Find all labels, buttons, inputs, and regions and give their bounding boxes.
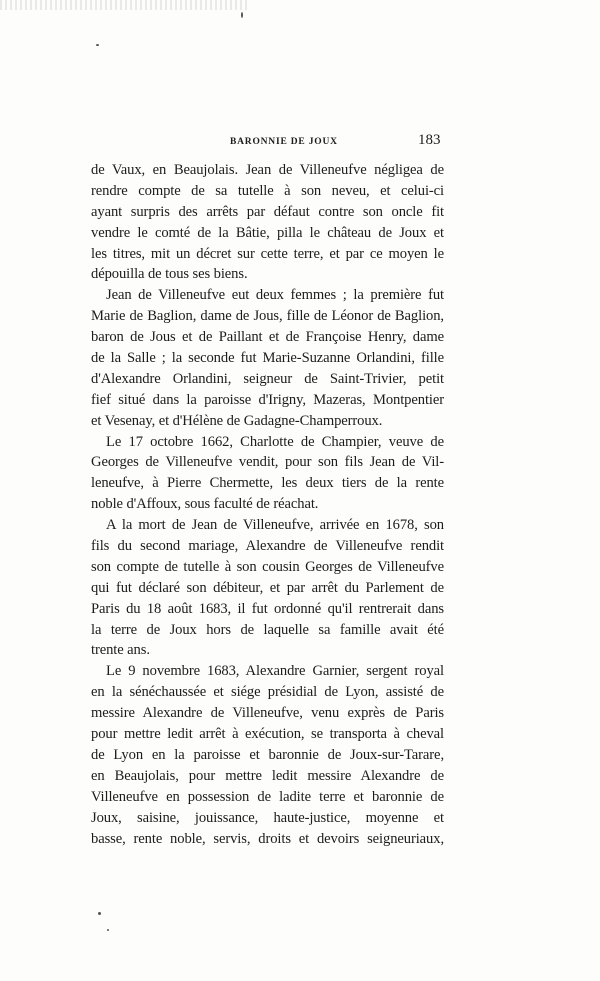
- text-line: Georges de Villeneufve vendit, pour son fils Jean de Vil-: [91, 454, 444, 471]
- text-line: Paris du 18 août 1683, il fut ordonné qu'il rentrerait dans: [91, 600, 444, 617]
- text-line: noble d'Affoux, sous faculté de réachat.: [91, 496, 319, 513]
- text-line: A la mort de Jean de Villeneufve, arrivée en 1678, son: [106, 517, 444, 534]
- text-line: trente ans.: [91, 642, 150, 659]
- text-line: basse, rente noble, servis, droits et devoirs seigneuriaux,: [91, 830, 444, 847]
- text-line: en Beaujolais, pour mettre ledit messire Alexandre de: [91, 767, 444, 784]
- text-line: dépouilla de tous ses biens.: [91, 266, 248, 283]
- text-line: vendre le comté de la Bâtie, pilla le château de Joux et: [91, 224, 444, 241]
- text-line: pour mettre ledit arrêt à exécution, se transporta à cheval: [91, 726, 444, 743]
- text-line: la terre de Joux hors de laquelle sa famille avait été: [91, 621, 444, 638]
- text-line: Joux, saisine, jouissance, haute-justice, moyenne et: [91, 809, 444, 826]
- text-line: fils du second mariage, Alexandre de Villeneufve rendit: [91, 538, 444, 555]
- text-line: Le 17 octobre 1662, Charlotte de Champier, veuve de: [106, 433, 444, 450]
- scan-speck: [96, 44, 99, 46]
- scan-speck: [98, 912, 101, 915]
- page-header: [0, 131, 600, 151]
- text-line: Jean de Villeneufve eut deux femmes ; la première fut: [106, 287, 444, 304]
- text-line: les titres, mit un décret sur cette terre, et par ce moyen le: [91, 245, 444, 262]
- text-line: messire Alexandre de Villeneufve, venu exprès de Paris: [91, 705, 444, 722]
- scan-speck: [241, 12, 243, 18]
- text-line: Villeneufve en possession de ladite terre et baronnie de: [91, 788, 444, 805]
- text-line: son compte de tutelle à son cousin Georges de Villeneufve: [91, 558, 444, 575]
- body-text: [91, 160, 444, 849]
- text-line: leneufve, à Pierre Chermette, les deux tiers de la rente: [91, 475, 444, 492]
- text-line: de Vaux, en Beaujolais. Jean de Villeneufve négligea de: [91, 162, 444, 178]
- text-line: rendre compte de sa tutelle à son neveu, et celui-ci: [91, 182, 444, 199]
- text-line: de la Salle ; la seconde fut Marie-Suzanne Orlandini, fille: [91, 350, 444, 367]
- text-line: baron de Jous et de Paillant et de Françoise Henry, dame: [91, 329, 444, 346]
- text-line: ayant surpris des arrêts par défaut contre son oncle fit: [91, 203, 444, 220]
- scan-speck: [107, 929, 109, 931]
- text-line: Le 9 novembre 1683, Alexandre Garnier, sergent royal: [106, 663, 444, 680]
- text-line: Marie de Baglion, dame de Jous, fille de Léonor de Baglion,: [91, 308, 444, 325]
- text-line: de Lyon en la paroisse et baronnie de Joux-sur-Tarare,: [91, 746, 444, 763]
- text-line: qui fut déclaré son débiteur, et par arrêt du Parlement de: [91, 579, 444, 596]
- page-number: 183: [418, 132, 441, 148]
- text-line: d'Alexandre Orlandini, seigneur de Saint-Trivier, petit: [91, 370, 444, 387]
- text-line: fief situé dans la paroisse d'Irigny, Mazeras, Montpentier: [91, 391, 444, 408]
- text-line: en la sénéchaussée et siége présidial de Lyon, assisté de: [91, 684, 444, 701]
- text-line: et Vesenay, et d'Hélène de Gadagne-Champerroux.: [91, 412, 383, 429]
- scan-edge-noise: [0, 0, 250, 10]
- running-head: BARONNIE DE JOUX: [230, 137, 338, 147]
